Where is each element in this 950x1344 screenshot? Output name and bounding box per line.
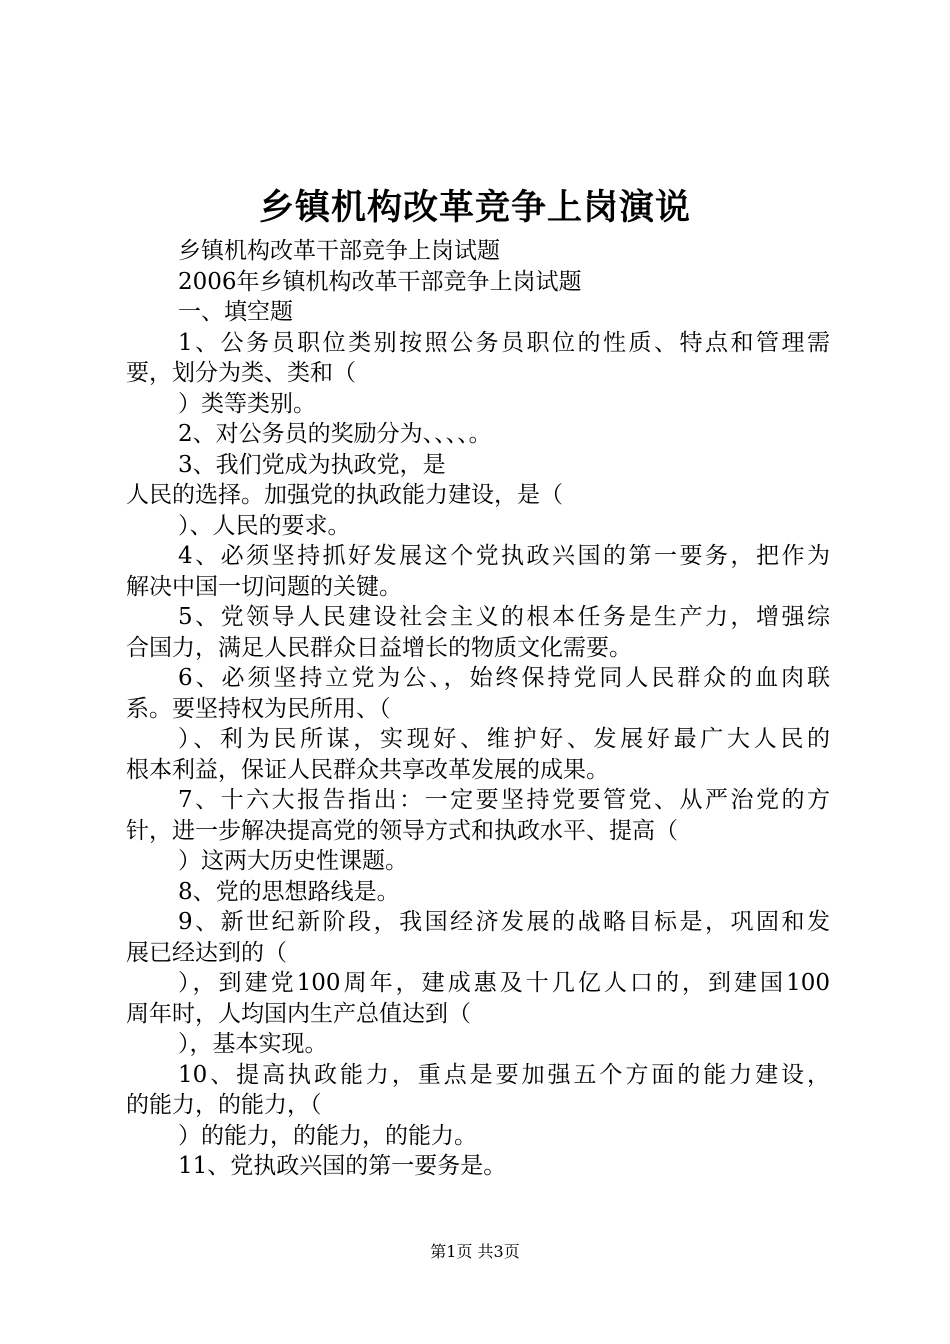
text-line: 3、我们党成为执政党，是	[178, 451, 446, 478]
text-line: 针，进一步解决提高党的领导方式和执政水平、提高（	[126, 817, 678, 844]
document-body	[126, 236, 830, 1182]
text-line: 人民的选择。加强党的执政能力建设，是（	[126, 482, 563, 508]
text-line: 合国力，满足人民群众日益增长的物质文化需要。	[126, 634, 632, 661]
text-line: 10、提高执政能力，重点是要加强五个方面的能力建设，	[178, 1061, 830, 1088]
text-line: 系。要坚持权为民所用、（	[126, 695, 391, 722]
text-line: 7、十六大报告指出：一定要坚持党要管党、从严治党的方	[178, 787, 830, 813]
text-line: ）类等类别。	[178, 390, 316, 417]
document-title: 乡镇机构改革竞争上岗演说	[258, 187, 691, 228]
text-line: 解决中国一切问题的关键。	[126, 573, 402, 600]
text-line: ）、利为民所谋，实现好、维护好、发展好最广大人民的	[178, 726, 830, 752]
text-line: 展已经达到的（	[126, 939, 287, 966]
text-line: 2006年乡镇机构改革干部竞争上岗试题	[178, 268, 582, 295]
text-line: ），到建党100周年，建成惠及十几亿人口的，到建国100	[178, 970, 830, 996]
text-line: 的能力，的能力，（	[126, 1092, 322, 1118]
text-line: 5、党领导人民建设社会主义的根本任务是生产力，增强综	[178, 604, 830, 630]
text-line: 要，划分为类、类和（	[126, 360, 356, 386]
text-line: 8、党的思想路线是。	[178, 878, 400, 905]
text-line: 11、党执政兴国的第一要务是。	[178, 1153, 507, 1179]
text-line: ）这两大历史性课题。	[178, 848, 408, 874]
text-line: 乡镇机构改革干部竞争上岗试题	[178, 238, 500, 264]
page-number-footer: 第1页 共3页	[430, 1242, 520, 1261]
text-line: 9、新世纪新阶段，我国经济发展的战略目标是，巩固和发	[178, 909, 830, 935]
text-line: ）、人民的要求。	[178, 512, 351, 539]
text-line: 周年时，人均国内生产总值达到（	[126, 1000, 471, 1027]
text-line: 4、必须坚持抓好发展这个党执政兴国的第一要务，把作为	[178, 543, 830, 569]
section-heading: 一、填空题	[178, 299, 293, 325]
text-line: ），基本实现。	[178, 1031, 328, 1057]
text-line: 1、公务员职位类别按照公务员职位的性质、特点和管理需	[178, 329, 830, 356]
text-line: ）的能力，的能力，的能力。	[178, 1122, 477, 1149]
text-line: 根本利益，保证人民群众共享改革发展的成果。	[126, 756, 609, 783]
text-line: 2、对公务员的奖励分为、、、、。	[178, 421, 492, 447]
text-line: 6、必须坚持立党为公、，始终保持党同人民群众的血肉联	[178, 665, 830, 691]
